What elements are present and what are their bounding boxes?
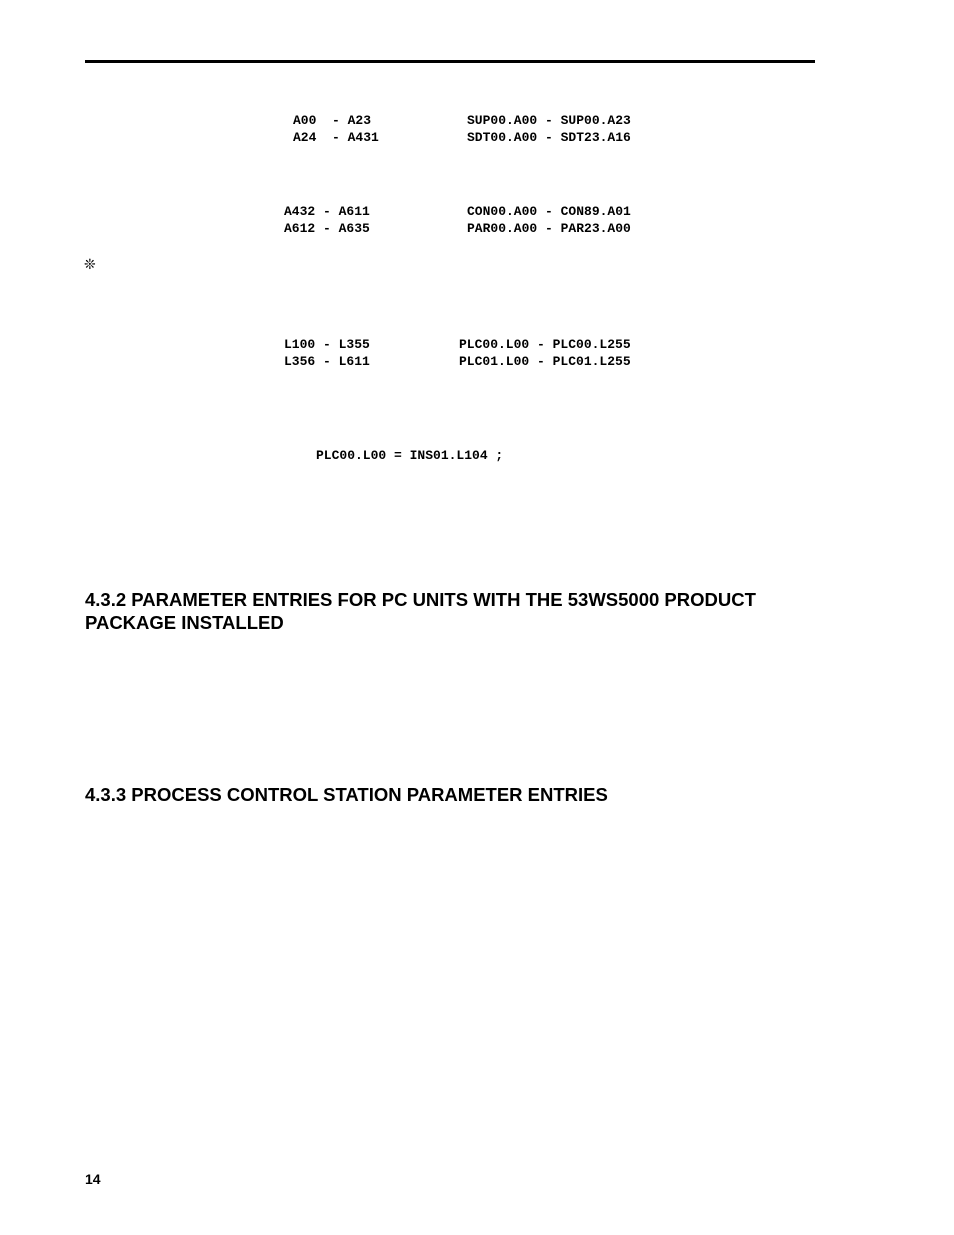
mapping-target: PLC00.L00 - PLC00.L255: [459, 337, 631, 352]
section-heading-line: 4.3.2 PARAMETER ENTRIES FOR PC UNITS WITH THE 53WS5000 PRODUCT: [85, 589, 756, 610]
section-heading-4-3-3: 4.3.3 PROCESS CONTROL STATION PARAMETER ENTRIES: [85, 784, 608, 805]
page-number: 14: [85, 1171, 101, 1187]
mapping-target: SUP00.A00 - SUP00.A23: [467, 113, 631, 128]
example-statement: PLC00.L00 = INS01.L104 ;: [316, 448, 504, 463]
mapping-range: A00 - A23: [293, 113, 372, 128]
header-rule: [85, 60, 815, 63]
note-asterism-icon: ❊: [84, 257, 96, 273]
mapping-target: SDT00.A00 - SDT23.A16: [467, 130, 631, 145]
mapping-target: CON00.A00 - CON89.A01: [467, 204, 631, 219]
section-heading-line: PACKAGE INSTALLED: [85, 612, 284, 633]
mapping-range: L100 - L355: [284, 337, 370, 352]
mapping-target: PAR00.A00 - PAR23.A00: [467, 221, 631, 236]
mapping-range: A612 - A635: [284, 221, 370, 236]
mapping-range: A24 - A431: [293, 130, 379, 145]
mapping-target: PLC01.L00 - PLC01.L255: [459, 354, 631, 369]
mapping-range: L356 - L611: [284, 354, 370, 369]
mapping-range: A432 - A611: [284, 204, 370, 219]
section-heading-4-3-2: [85, 588, 825, 634]
